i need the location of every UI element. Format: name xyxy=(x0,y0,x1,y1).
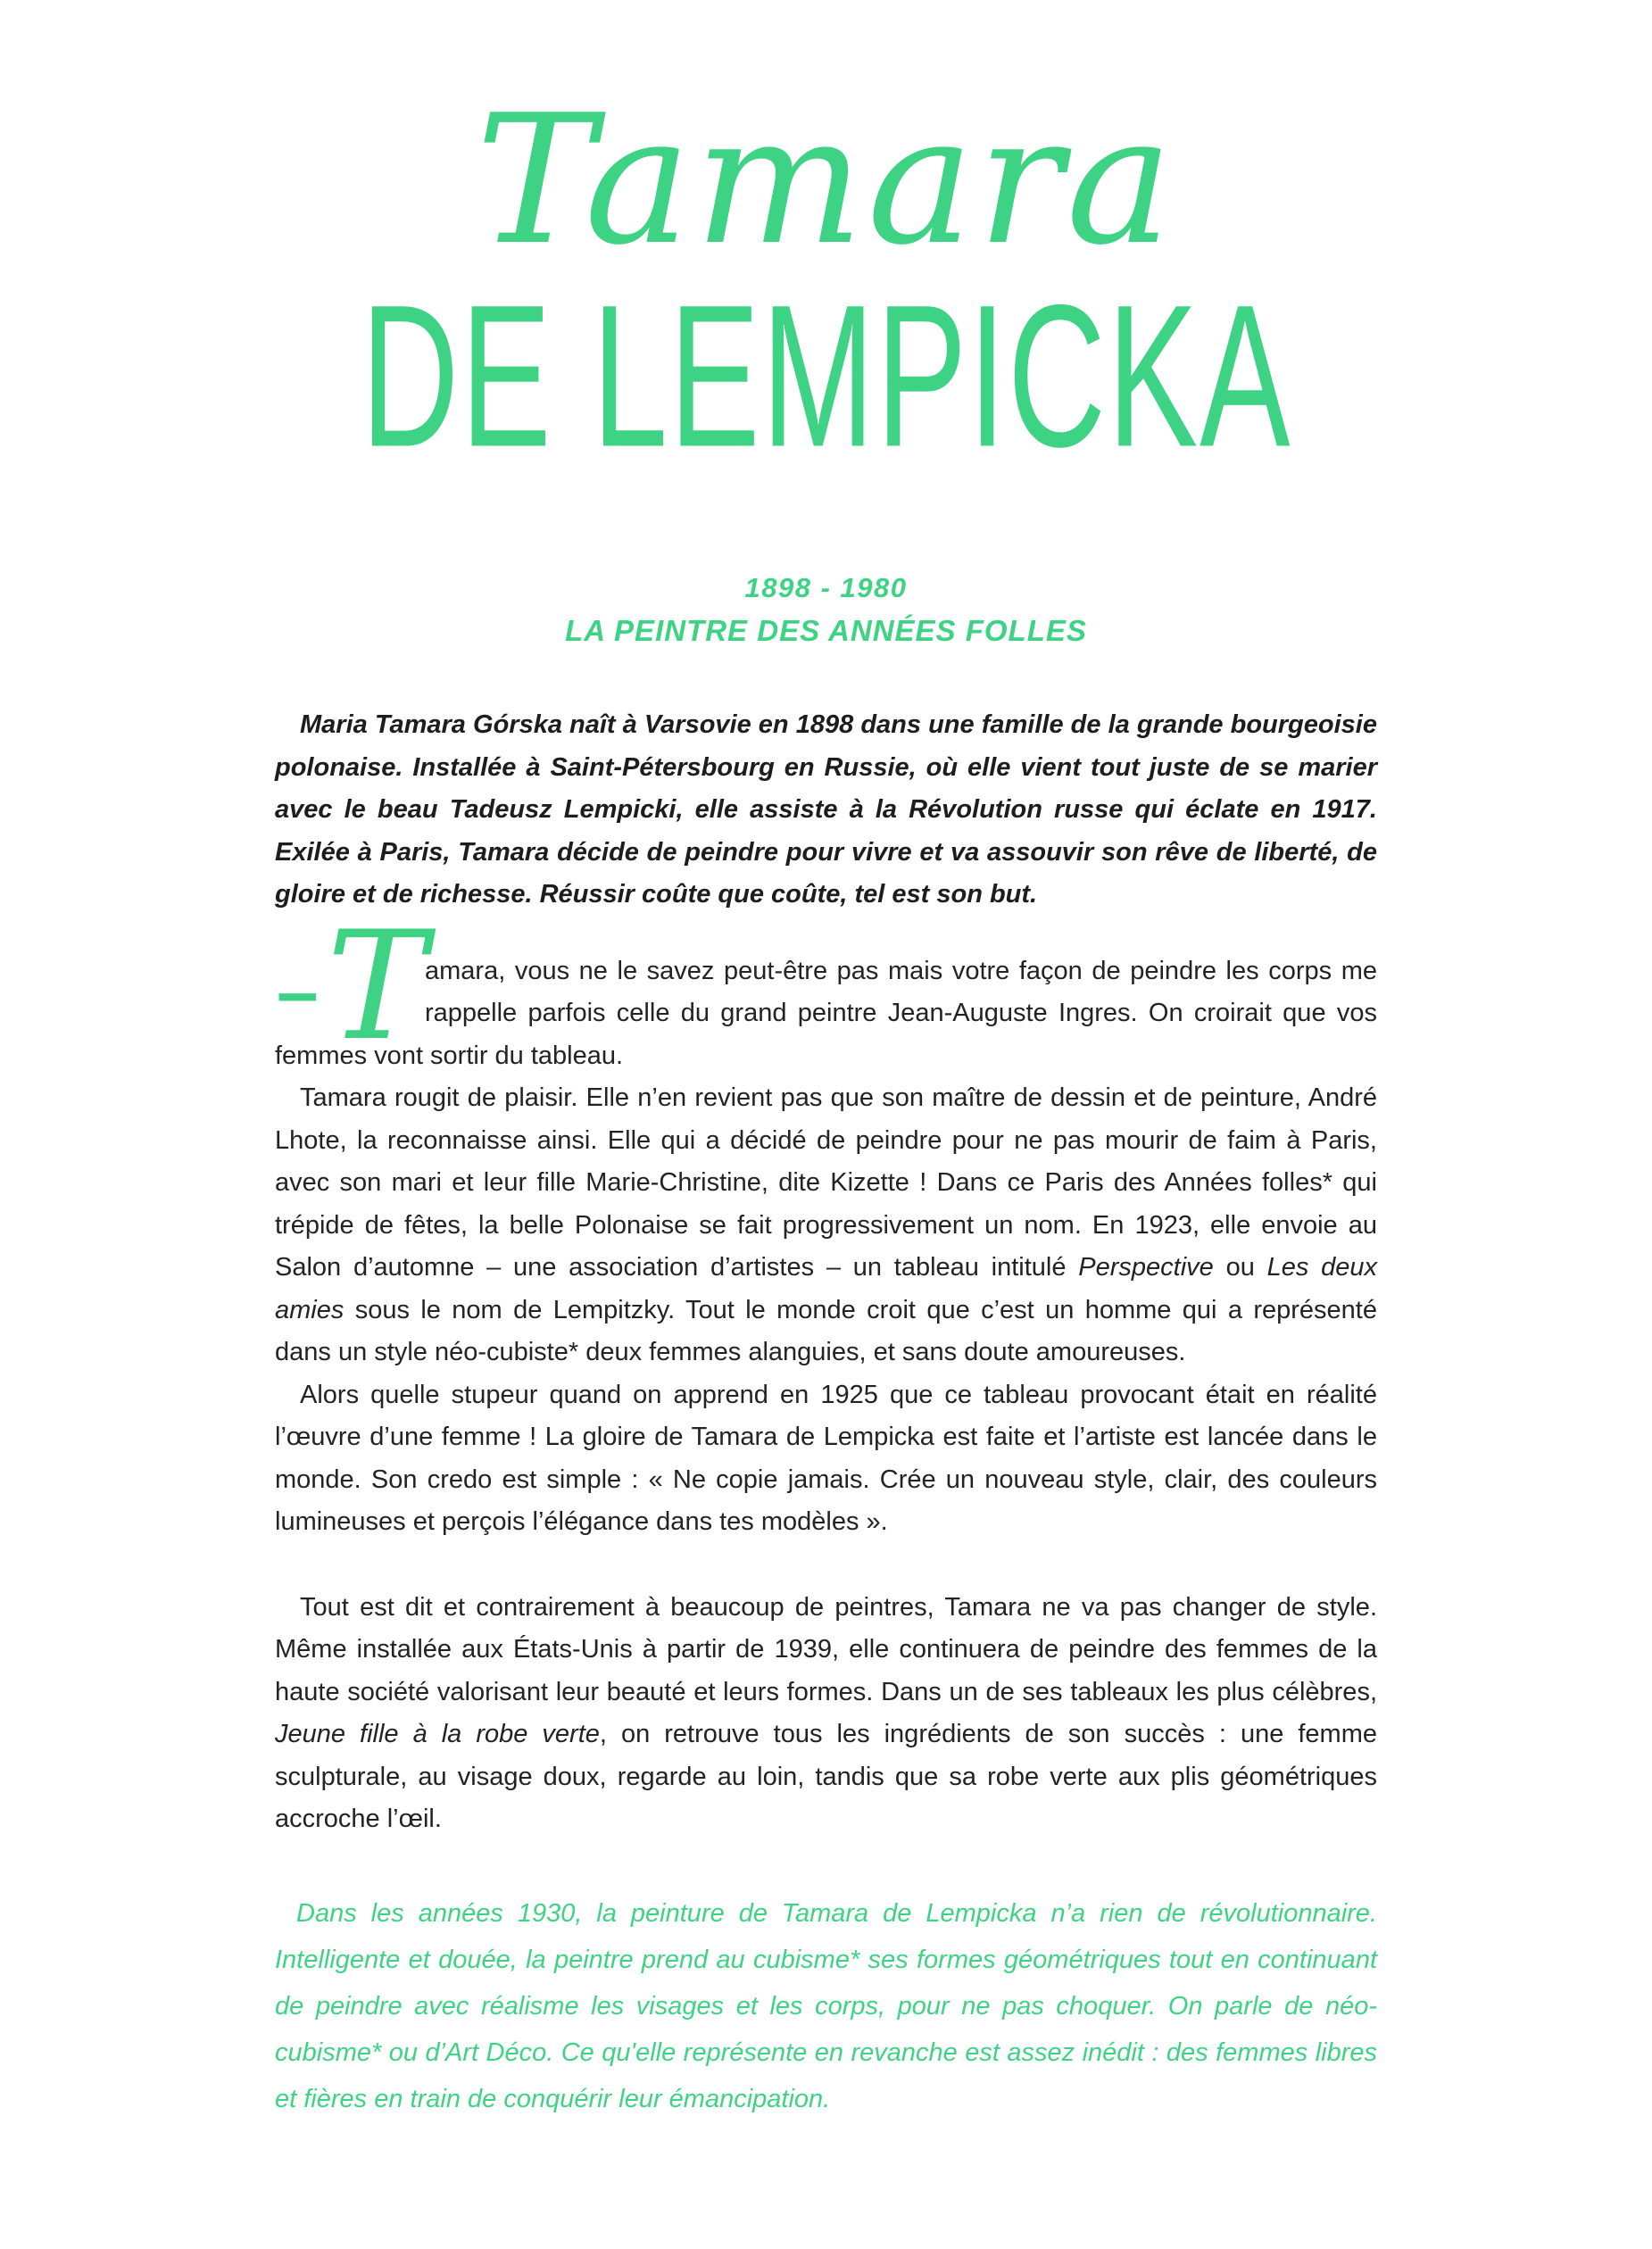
article xyxy=(0,704,1652,2122)
italic-text-run: Perspective xyxy=(1078,1253,1214,1282)
italic-text-run: Jeune fille à la robe verte xyxy=(275,1720,600,1748)
title-caps-text: DE LEMPICKA xyxy=(361,261,1291,489)
italic-text-run: Les deux amies xyxy=(275,1253,1378,1324)
life-dates: 1898 - 1980 xyxy=(744,572,908,603)
text-run: ou xyxy=(1213,1253,1267,1282)
page-header xyxy=(0,0,1652,651)
paragraph xyxy=(275,1077,1377,1374)
paragraph xyxy=(275,1587,1377,1841)
text-run: Tout est dit et contrairement à beaucoup de peintres, Tamara ne va pas changer de style. Même installée aux États-Unis à partir de 1939, elle continuera de peindre des femmes de la haute société valorisant leur beauté et leurs formes. Dans un de ses tableaux les plus célèbres, xyxy=(275,1592,1377,1706)
dropcap-letter: T xyxy=(327,898,428,1074)
body-paragraphs xyxy=(275,1077,1377,1841)
page-subtitle: LA PEINTRE DES ANNÉES FOLLES xyxy=(565,614,1087,647)
opening-text: amara, vous ne le savez peut-être pas mais votre façon de peindre les corps me rappelle parfois celle du grand peintre Jean-Auguste Ingres. On croirait que vos femmes vont sortir du tableau. xyxy=(275,956,1377,1070)
text-run: sous le nom de Lempitzky. Tout le monde croit que c’est un homme qui a représenté dans un style néo-cubiste* deux femmes alanguies, et sans doute amoureuses. xyxy=(275,1295,1377,1366)
text-run: Tamara rougit de plaisir. Elle n’en revient pas que son maître de dessin et de peinture, André Lhote, la reconnaisse ainsi. Elle qui a décidé de peindre pour ne pas mourir de faim à Paris, avec son mari et leur fille Marie-Christine, dite Kizette ! Dans ce Paris des Années folles* qui trépide de fêtes, la belle Polonaise se fait progressivement un nom. En 1923, elle envoie au Salon d’automne – une association d’artistes – un tableau intitulé xyxy=(275,1083,1377,1282)
title-script: Tamara xyxy=(476,77,1176,285)
title-caps xyxy=(0,261,1652,489)
paragraph xyxy=(275,1374,1377,1544)
intro-paragraph: Maria Tamara Górska naît à Varsovie en 1898 dans une famille de la grande bourgeoisie polonaise. Installée à Saint-Pétersbourg en Russie, où elle vient tout juste de se marier avec le beau Tadeusz Lempicki, elle assiste à la Révolution russe qui éclate en 1917. Exilée à Paris, Tamara décide de peindre pour vivre et va assouvir son rêve de liberté, de gloire et de richesse. Réussir coûte que coûte, tel est son but. xyxy=(275,710,1377,909)
closing-paragraph: Dans les années 1930, la peinture de Tamara de Lempicka n’a rien de révolutionnaire. Intelligente et douée, la peintre prend au cubisme* ses formes géométriques tout en continuant de peindre avec réalisme les visages et les corps, pour ne pas choquer. On parle de néo-cubisme* ou d’Art Déco. Ce qu'elle représente en revanche est assez inédit : des femmes libres et fières en train de conquérir leur émancipation. xyxy=(275,1898,1377,2113)
text-run: , on retrouve tous les ingrédients de son succès : une femme sculpturale, au visage doux, regarde au loin, tandis que sa robe verte aux plis géométriques accroche l’œil. xyxy=(275,1720,1377,1833)
text-run: Alors quelle stupeur quand on apprend en 1925 que ce tableau provocant était en réalité l’œuvre d’une femme ! La gloire de Tamara de Lempicka est faite et l’artiste est lancée dans le monde. Son credo est simple : « Ne copie jamais. Crée un nouveau style, clair, des couleurs lumineuses et perçois l’élégance dans tes modèles ». xyxy=(275,1380,1377,1536)
dialogue-dash-icon: – xyxy=(277,950,319,1034)
dialogue-paragraph xyxy=(275,898,1377,1078)
dropcap xyxy=(275,898,428,1074)
